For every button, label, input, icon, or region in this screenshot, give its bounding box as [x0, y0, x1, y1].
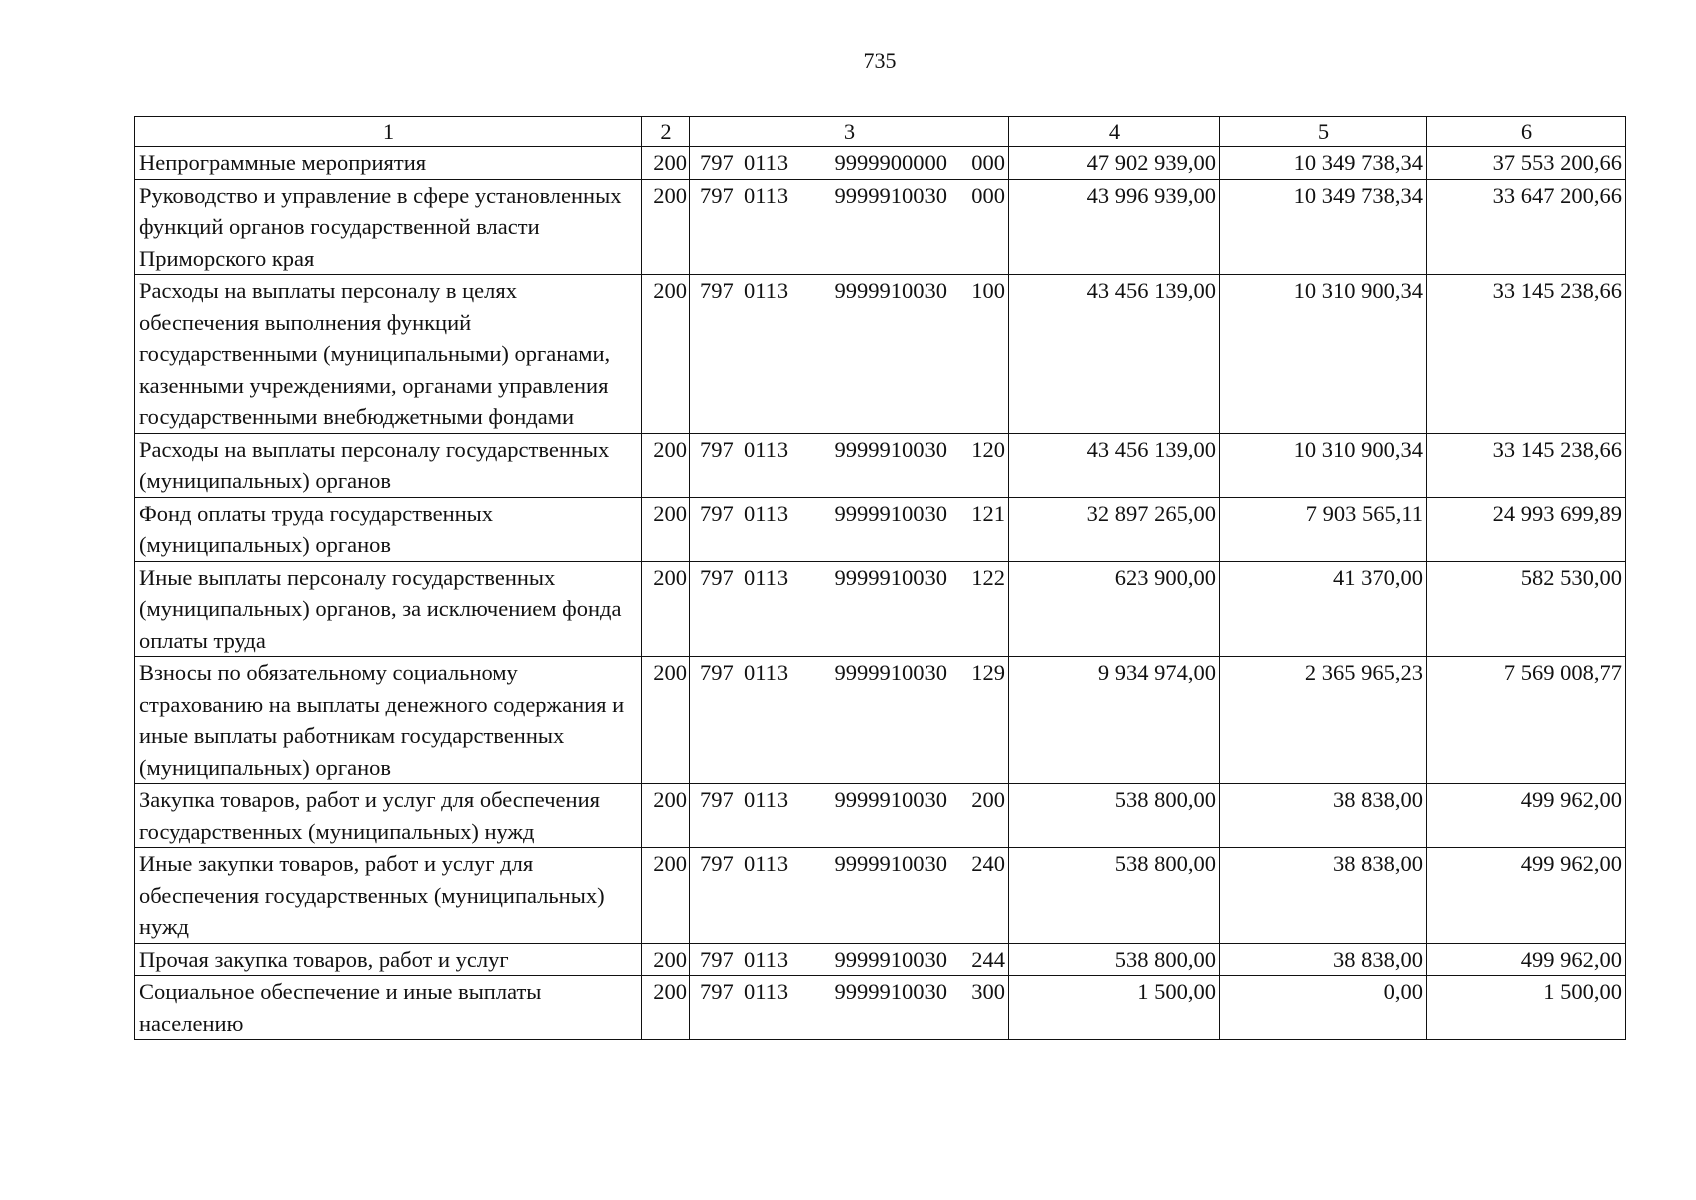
- row-value-col6: 499 962,00: [1427, 848, 1626, 944]
- header-row: [135, 117, 1626, 147]
- code-ved: 797: [700, 851, 734, 876]
- row-code-col2: 200: [642, 561, 690, 657]
- code-expense-type: 000: [971, 182, 1005, 208]
- row-value-col4: 538 800,00: [1009, 943, 1220, 976]
- row-value-col6: 1 500,00: [1427, 976, 1626, 1040]
- code-section: 0113: [744, 660, 789, 685]
- row-classification-code: [690, 784, 1009, 848]
- row-name: Социальное обеспечение и иные выплаты населению: [135, 976, 642, 1040]
- row-classification-code: [690, 433, 1009, 497]
- code-ved: 797: [700, 660, 734, 685]
- code-ved: 797: [700, 278, 734, 303]
- row-value-col5: 41 370,00: [1220, 561, 1427, 657]
- table-row: [135, 147, 1626, 180]
- code-target-article: 9999910030: [834, 787, 947, 812]
- code-target-article: 9999910030: [834, 660, 947, 685]
- row-classification-code: [690, 497, 1009, 561]
- row-value-col6: 7 569 008,77: [1427, 657, 1626, 784]
- row-value-col6: 37 553 200,66: [1427, 147, 1626, 180]
- code-target-article: 9999910030: [834, 278, 947, 303]
- row-code-col2: 200: [642, 784, 690, 848]
- row-code-col2: 200: [642, 943, 690, 976]
- row-name: Руководство и управление в сфере установленных функций органов государственной власти Приморского края: [135, 179, 642, 275]
- row-value-col5: 10 310 900,34: [1220, 275, 1427, 434]
- table-row: [135, 497, 1626, 561]
- row-value-col6: 33 647 200,66: [1427, 179, 1626, 275]
- code-section: 0113: [744, 851, 789, 876]
- row-name: Непрограммные мероприятия: [135, 147, 642, 180]
- row-classification-code: [690, 147, 1009, 180]
- code-section: 0113: [744, 946, 789, 972]
- header-cell-3: 3: [690, 117, 1009, 147]
- code-ved: 797: [700, 182, 734, 208]
- code-ved: 797: [700, 787, 734, 812]
- code-ved: 797: [700, 500, 734, 526]
- row-name: Расходы на выплаты персоналу в целях обеспечения выполнения функций государственными (муниципальными) органами, казенными учреждениями, органами управления государственными внебюджетными фондами: [135, 275, 642, 434]
- row-classification-code: [690, 561, 1009, 657]
- code-section: 0113: [744, 150, 789, 175]
- code-expense-type: 120: [971, 436, 1005, 462]
- row-value-col4: 538 800,00: [1009, 784, 1220, 848]
- code-section: 0113: [744, 436, 789, 462]
- row-name: Иные выплаты персоналу государственных (муниципальных) органов, за исключением фонда оплаты труда: [135, 561, 642, 657]
- row-value-col4: 47 902 939,00: [1009, 147, 1220, 180]
- code-expense-type: 244: [971, 946, 1005, 972]
- row-value-col4: 538 800,00: [1009, 848, 1220, 944]
- table-row: [135, 784, 1626, 848]
- table-row: [135, 657, 1626, 784]
- row-code-col2: 200: [642, 657, 690, 784]
- row-name: Взносы по обязательному социальному страхованию на выплаты денежного содержания и иные выплаты работникам государственных (муниципальных) органов: [135, 657, 642, 784]
- code-ved: 797: [700, 564, 734, 590]
- code-ved: 797: [700, 436, 734, 462]
- row-value-col4: 32 897 265,00: [1009, 497, 1220, 561]
- row-name: Прочая закупка товаров, работ и услуг: [135, 943, 642, 976]
- row-name: Закупка товаров, работ и услуг для обеспечения государственных (муниципальных) нужд: [135, 784, 642, 848]
- page-number: 735: [863, 48, 897, 73]
- row-classification-code: [690, 657, 1009, 784]
- code-target-article: 9999910030: [834, 436, 947, 462]
- row-value-col5: 38 838,00: [1220, 848, 1427, 944]
- code-ved: 797: [700, 946, 734, 972]
- header-cell-4: 4: [1009, 117, 1220, 147]
- code-ved: 797: [700, 979, 734, 1004]
- header-cell-6: 6: [1427, 117, 1626, 147]
- row-code-col2: 200: [642, 179, 690, 275]
- row-value-col4: 43 456 139,00: [1009, 275, 1220, 434]
- code-target-article: 9999910030: [834, 851, 947, 876]
- row-code-col2: 200: [642, 848, 690, 944]
- budget-table: [134, 116, 1626, 1040]
- table-row: [135, 561, 1626, 657]
- code-expense-type: 300: [971, 979, 1005, 1004]
- row-value-col6: 33 145 238,66: [1427, 433, 1626, 497]
- row-value-col6: 33 145 238,66: [1427, 275, 1626, 434]
- code-target-article: 9999910030: [834, 946, 947, 972]
- code-ved: 797: [700, 150, 734, 175]
- code-section: 0113: [744, 278, 789, 303]
- row-classification-code: [690, 179, 1009, 275]
- row-value-col4: 43 456 139,00: [1009, 433, 1220, 497]
- row-value-col5: 10 349 738,34: [1220, 179, 1427, 275]
- row-value-col6: 582 530,00: [1427, 561, 1626, 657]
- code-expense-type: 129: [971, 660, 1005, 685]
- table-row: [135, 848, 1626, 944]
- row-name: Фонд оплаты труда государственных (муниципальных) органов: [135, 497, 642, 561]
- code-target-article: 9999910030: [834, 182, 947, 208]
- code-expense-type: 000: [971, 150, 1005, 175]
- code-expense-type: 100: [971, 278, 1005, 303]
- row-value-col6: 24 993 699,89: [1427, 497, 1626, 561]
- code-target-article: 9999910030: [834, 979, 947, 1004]
- row-value-col5: 38 838,00: [1220, 943, 1427, 976]
- row-value-col5: 0,00: [1220, 976, 1427, 1040]
- row-code-col2: 200: [642, 275, 690, 434]
- row-value-col4: 43 996 939,00: [1009, 179, 1220, 275]
- header-cell-2: 2: [642, 117, 690, 147]
- row-code-col2: 200: [642, 976, 690, 1040]
- code-expense-type: 122: [971, 564, 1005, 590]
- row-name: Иные закупки товаров, работ и услуг для обеспечения государственных (муниципальных) нужд: [135, 848, 642, 944]
- table-row: [135, 433, 1626, 497]
- row-code-col2: 200: [642, 433, 690, 497]
- row-value-col5: 38 838,00: [1220, 784, 1427, 848]
- header-cell-5: 5: [1220, 117, 1427, 147]
- code-section: 0113: [744, 500, 789, 526]
- code-section: 0113: [744, 787, 789, 812]
- row-value-col5: 7 903 565,11: [1220, 497, 1427, 561]
- table-row: [135, 275, 1626, 434]
- row-value-col5: 2 365 965,23: [1220, 657, 1427, 784]
- row-value-col5: 10 310 900,34: [1220, 433, 1427, 497]
- header-cell-1: 1: [135, 117, 642, 147]
- row-value-col4: 9 934 974,00: [1009, 657, 1220, 784]
- code-target-article: 9999910030: [834, 564, 947, 590]
- code-section: 0113: [744, 979, 789, 1004]
- row-classification-code: [690, 848, 1009, 944]
- code-section: 0113: [744, 182, 789, 208]
- code-expense-type: 121: [971, 500, 1005, 526]
- row-value-col4: 623 900,00: [1009, 561, 1220, 657]
- row-code-col2: 200: [642, 147, 690, 180]
- row-value-col4: 1 500,00: [1009, 976, 1220, 1040]
- row-classification-code: [690, 976, 1009, 1040]
- code-expense-type: 240: [971, 851, 1005, 876]
- table-row: [135, 943, 1626, 976]
- row-value-col6: 499 962,00: [1427, 784, 1626, 848]
- row-code-col2: 200: [642, 497, 690, 561]
- code-target-article: 9999900000: [834, 150, 947, 175]
- row-value-col5: 10 349 738,34: [1220, 147, 1427, 180]
- code-target-article: 9999910030: [834, 500, 947, 526]
- row-classification-code: [690, 943, 1009, 976]
- row-classification-code: [690, 275, 1009, 434]
- row-value-col6: 499 962,00: [1427, 943, 1626, 976]
- row-name: Расходы на выплаты персоналу государственных (муниципальных) органов: [135, 433, 642, 497]
- table-row: [135, 179, 1626, 275]
- code-expense-type: 200: [971, 787, 1005, 812]
- code-section: 0113: [744, 564, 789, 590]
- table-row: [135, 976, 1626, 1040]
